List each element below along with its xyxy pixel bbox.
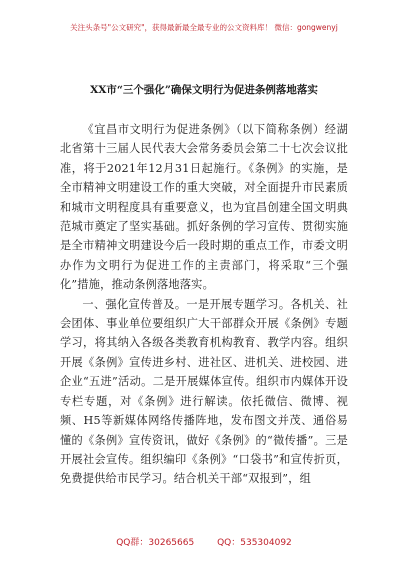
- footer-qq: QQ：535304092: [217, 538, 292, 548]
- header-banner: 关注头条号"公文研究"，获得最新最全最专业的公文资料库！ 微信：gongwenyj: [70, 23, 338, 32]
- paragraph-intro: 《宜昌市文明行为促进条例》（以下简称条例）经湖北省第十三届人民代表大会常务委员会第二十七次会议批准，将于2021年12月31日起施行。《条例》的实施，是全市精神文明建设工作的重大突破，对全面提升市民素质和城市文明程度具有重要意义，也为宜昌创建全国文明典范城市奠定了坚实基础。抓好条例的学习宣传、贯彻实施是全市精神文明建设今后一段时期的重点工作，市委文明办作为文明行为促进工作的主责部门，将采取“三个强化”措施，推动条例落地落实。: [60, 123, 348, 292]
- document-title: XX市“三个强化”确保文明行为促进条例落地落实: [90, 84, 318, 96]
- document-body: [60, 120, 348, 489]
- paragraph-section-one: 一、强化宣传普及。一是开展专题学习。各机关、社会团体、事业单位要组织广大干部群众开展《条例》专题学习，将其纳入各级各类教育机构教育、教学内容。组织开展《条例》宣传进乡村、进社区、进机关、进校园、进企业“五进”活动。二是开展媒体宣传。组织市内媒体开设专栏专题，对《条例》进行解读。依托微信、微博、视频、H5等新媒体网络传播阵地，发布图文并茂、通俗易懂的《条例》宣传资讯，做好《条例》的“微传播”。三是开展社会宣传。组织编印《条例》“口袋书”和宣传折页，免费提供给市民学习。结合机关干部“双报到”，组: [60, 297, 348, 486]
- footer-qq-group: QQ群：30265665: [116, 538, 195, 548]
- footer-contact: [0, 535, 408, 548]
